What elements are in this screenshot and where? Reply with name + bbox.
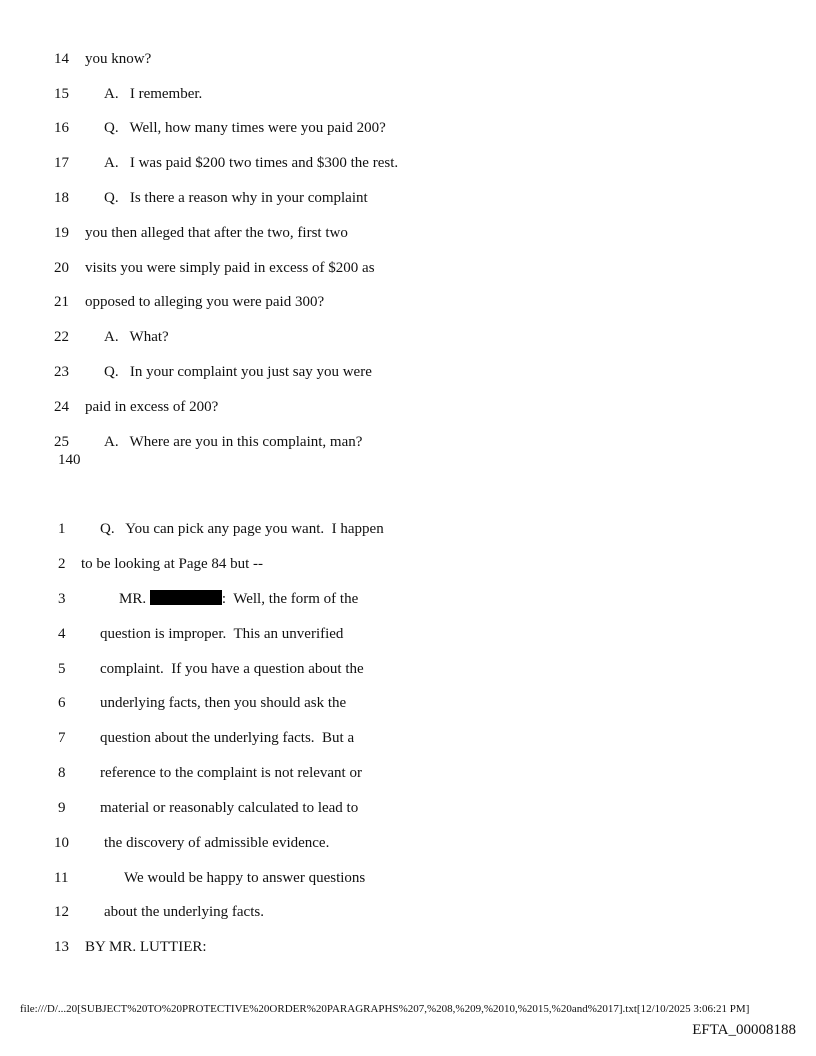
transcript-line-redacted bbox=[119, 590, 358, 608]
line-number: 9 bbox=[58, 800, 66, 816]
bates-number: EFTA_00008188 bbox=[692, 1022, 796, 1038]
transcript-line: you then alleged that after the two, first two bbox=[85, 225, 348, 241]
transcript-line: opposed to alleging you were paid 300? bbox=[85, 294, 325, 310]
line-number: 21 bbox=[54, 294, 69, 310]
transcript-line: question is improper. This an unverified bbox=[100, 626, 344, 642]
transcript-line: question about the underlying facts. But a bbox=[100, 730, 355, 746]
line-number: 10 bbox=[54, 835, 69, 851]
line-number: 18 bbox=[54, 190, 69, 206]
line-number: 15 bbox=[54, 86, 69, 102]
transcript-line: material or reasonably calculated to lead to bbox=[100, 800, 359, 816]
line-number: 20 bbox=[54, 260, 69, 276]
line-number: 23 bbox=[54, 364, 69, 380]
line-number: 4 bbox=[58, 626, 66, 642]
transcript-line: Q. In your complaint you just say you were bbox=[104, 364, 372, 380]
transcript-line: A. What? bbox=[104, 329, 169, 345]
line-number: 17 bbox=[54, 155, 69, 171]
line-number: 24 bbox=[54, 399, 69, 415]
transcript-line: Q. Is there a reason why in your complaint bbox=[104, 190, 368, 206]
transcript-line: about the underlying facts. bbox=[104, 904, 264, 920]
line-number: 22 bbox=[54, 329, 69, 345]
line-number: 5 bbox=[58, 661, 66, 677]
line-number: 7 bbox=[58, 730, 66, 746]
line-number: 8 bbox=[58, 765, 66, 781]
line-number: 1 bbox=[58, 521, 66, 537]
line-number: 6 bbox=[58, 695, 66, 711]
transcript-line: to be looking at Page 84 but -- bbox=[81, 556, 264, 572]
transcript-line: Q. Well, how many times were you paid 200? bbox=[104, 120, 386, 136]
transcript-line: underlying facts, then you should ask the bbox=[100, 695, 347, 711]
transcript-line: visits you were simply paid in excess of $200 as bbox=[85, 260, 375, 276]
line-number: 12 bbox=[54, 904, 69, 920]
transcript-line: A. I remember. bbox=[104, 86, 203, 102]
transcript-line: the discovery of admissible evidence. bbox=[104, 835, 330, 851]
transcript-line: paid in excess of 200? bbox=[85, 399, 219, 415]
transcript-line: reference to the complaint is not relevant or bbox=[100, 765, 362, 781]
line-number: 25 bbox=[54, 434, 69, 450]
transcript-line: you know? bbox=[85, 51, 152, 67]
speaker-suffix: : Well, the form of the bbox=[221, 591, 359, 607]
line-number: 3 bbox=[58, 591, 66, 607]
speaker-prefix: MR. bbox=[119, 591, 150, 607]
transcript-line: Q. You can pick any page you want. I happen bbox=[100, 521, 384, 537]
line-number: 2 bbox=[58, 556, 66, 572]
line-number: 19 bbox=[54, 225, 69, 241]
transcript-line: A. I was paid $200 two times and $300 the rest. bbox=[104, 155, 399, 171]
line-number: 16 bbox=[54, 120, 69, 136]
line-number: 13 bbox=[54, 939, 69, 955]
transcript-line: We would be happy to answer questions bbox=[124, 870, 366, 886]
file-path-footer: file:///D/...20[SUBJECT%20TO%20PROTECTIVE%20ORDER%20PARAGRAPHS%207,%208,%209,%2010,%2015,%20and%2017].txt[12/10/2025 3:06:21 PM] bbox=[20, 1003, 750, 1015]
redaction-block bbox=[150, 590, 222, 605]
transcript-line: A. Where are you in this complaint, man? bbox=[104, 434, 363, 450]
transcript-line: complaint. If you have a question about the bbox=[100, 661, 364, 677]
transcript-line: BY MR. LUTTIER: bbox=[85, 939, 207, 955]
line-number: 14 bbox=[54, 51, 69, 67]
page-number: 140 bbox=[58, 452, 81, 468]
line-number: 11 bbox=[54, 870, 69, 886]
